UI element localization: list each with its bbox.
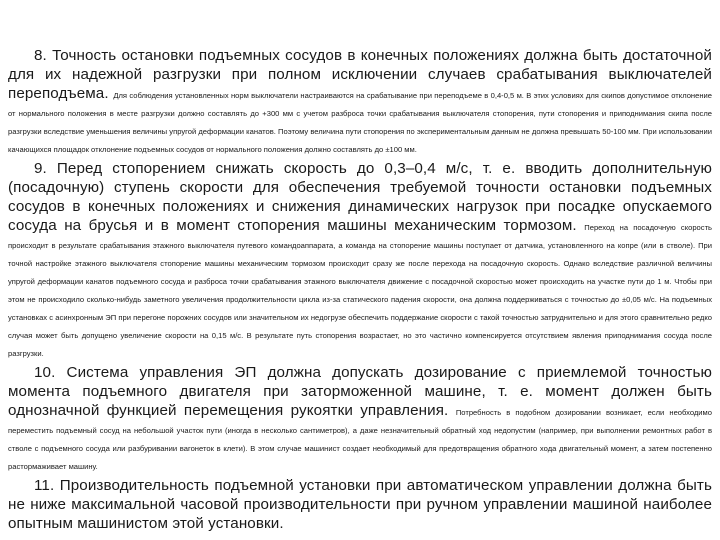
section-8 [8,46,712,157]
section-10-heading: 10. Система управления ЭП должна допускать дозирование с приемлемой точностью момента подъемного двигателя при заторможенной машине, т. е. момент должен быть однозначной функцией перемещения рукоятки управления. [8,364,712,419]
section-9 [8,159,712,361]
section-10-body: Потребность в подобном дозировании возникает, если необходимо переместить подъемный сосуд на небольшой участок пути (иногда в несколько сантиметров), а даже незначительный обратный ход недопустим (например, при выполнении ремонтных работ в стволе с подъемного сосуда или разбуривании вагонеток в клети). В этом случае машинист создает необходимый для предотвращения обратного хода двигательный момент, а затем постепенно растормаживает машину. [8,408,712,471]
section-9-heading: 9. Перед стопорением снижать скорость до 0,3–0,4 м/с, т. е. вводить дополнительную (посадочную) ступень скорости для обеспечения требуемой точности остановки подъемных сосудов в конечных положениях и снижения динамических нагрузок при посадке опускаемого сосуда на брусья и в момент стопорения машины механическим тормозом. [8,160,712,234]
section-10 [8,363,712,474]
section-11-heading: 11. Производительность подъемной установки при автоматическом управлении должна быть не ниже максимальной часовой производительности при ручном управлении машиной наиболее опытным машинистом этой установки. [8,477,712,532]
document-page [8,44,712,533]
section-11 [8,476,712,533]
section-9-body: Переход на посадочную скорость происходит в результате срабатывания этажного выключателя путевого командоаппарата, а команда на стопорение машины поступает от датчика, установленного на копре (или в стволе). При точной настройке этажного выключателя стопорение машины механическим тормозом происходит сразу же после перехода на посадочную скорость. Однако вследствие различной величины упругой деформации канатов подъемного сосуда и разброса точки срабатывания этажного выключателя движение с посадочной скоростью может происходить на участке пути до 1 м. Чтобы при этом не происходило сколько-нибудь заметного увеличения продолжительности цикла из-за статического падения скорости, она должна поддерживаться с точностью до ±0,05 м/с. На подъемных установках с асинхронным ЭП при перегоне порожних сосудов или значительном их недогрузе обеспечить поддержание скорости с такой точностью затруднительно и для этого сравнительно редко случая может быть допущено увеличение скорости на 0,15 м/с. В результате путь стопорения возрастает, но это частично компенсируется отсутствием явления приподнимания сосуда после разгрузки. [8,223,713,358]
section-8-body: Для соблюдения установленных норм выключатели настраиваются на срабатывание при переподъеме в 0,4-0,5 м. В этих условиях для скипов допустимое отклонение от нормального положения в месте разгрузки должно составлять до +300 мм с учетом разброса точки срабатывания выключателя стопорения, пути стопорения и приподнимания скипа после разгрузки вследствие уменьшения величины упругой деформации канатов. Поэтому величина пути стопорения по экспериментальным данным не должна превышать 50-100 мм. При использовании качающихся площадок отклонение подъемных сосудов от нормального положения должно составлять до ±100 мм. [8,91,713,154]
section-8-heading: 8. Точность остановки подъемных сосудов в конечных положениях должна быть достаточной для их надежной разгрузки при полном исключении случаев срабатывания выключателей переподъема. [8,47,712,102]
